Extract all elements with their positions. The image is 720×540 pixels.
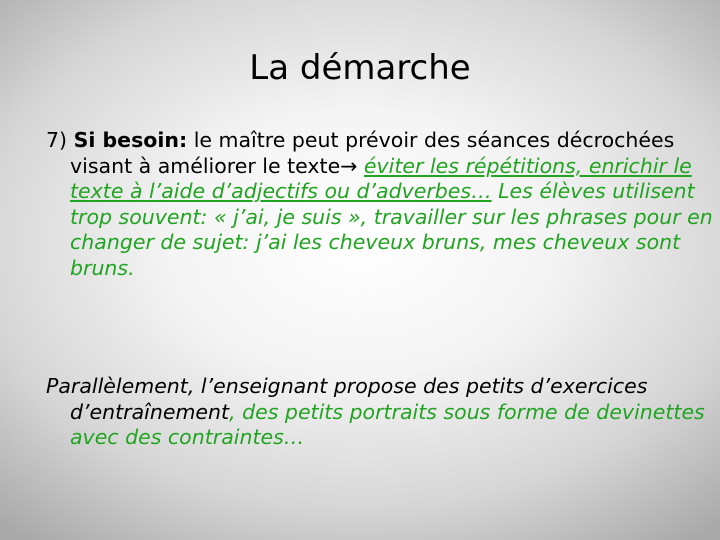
green-italic-text: Les élèves utilisent trop souvent: « j’ai, je suis », travailler sur les phrases pour en changer de sujet: j’ai les cheveux bruns, mes cheveux sont bruns. xyxy=(70,179,713,280)
slide-title: La démarche xyxy=(249,48,471,88)
bold-label: Si besoin: xyxy=(73,128,188,152)
item-number: 7) xyxy=(46,128,74,152)
green-italic-text-2: , des petits portraits sous forme de devinettes avec des contraintes… xyxy=(70,399,705,449)
italic-text: Parallèlement, l’enseignant propose des petits d’exercices d’entraînement xyxy=(46,374,648,424)
intro-text: le maître peut prévoir des séances décrochées visant à améliorer le texte→ xyxy=(70,128,675,178)
underlined-green-text: éviter les répétitions, enrichir le texte à l’aide d’adjectifs ou d’adverbes… xyxy=(70,153,692,203)
paragraph-si-besoin xyxy=(46,128,716,281)
paragraph-parallelement xyxy=(46,374,716,451)
